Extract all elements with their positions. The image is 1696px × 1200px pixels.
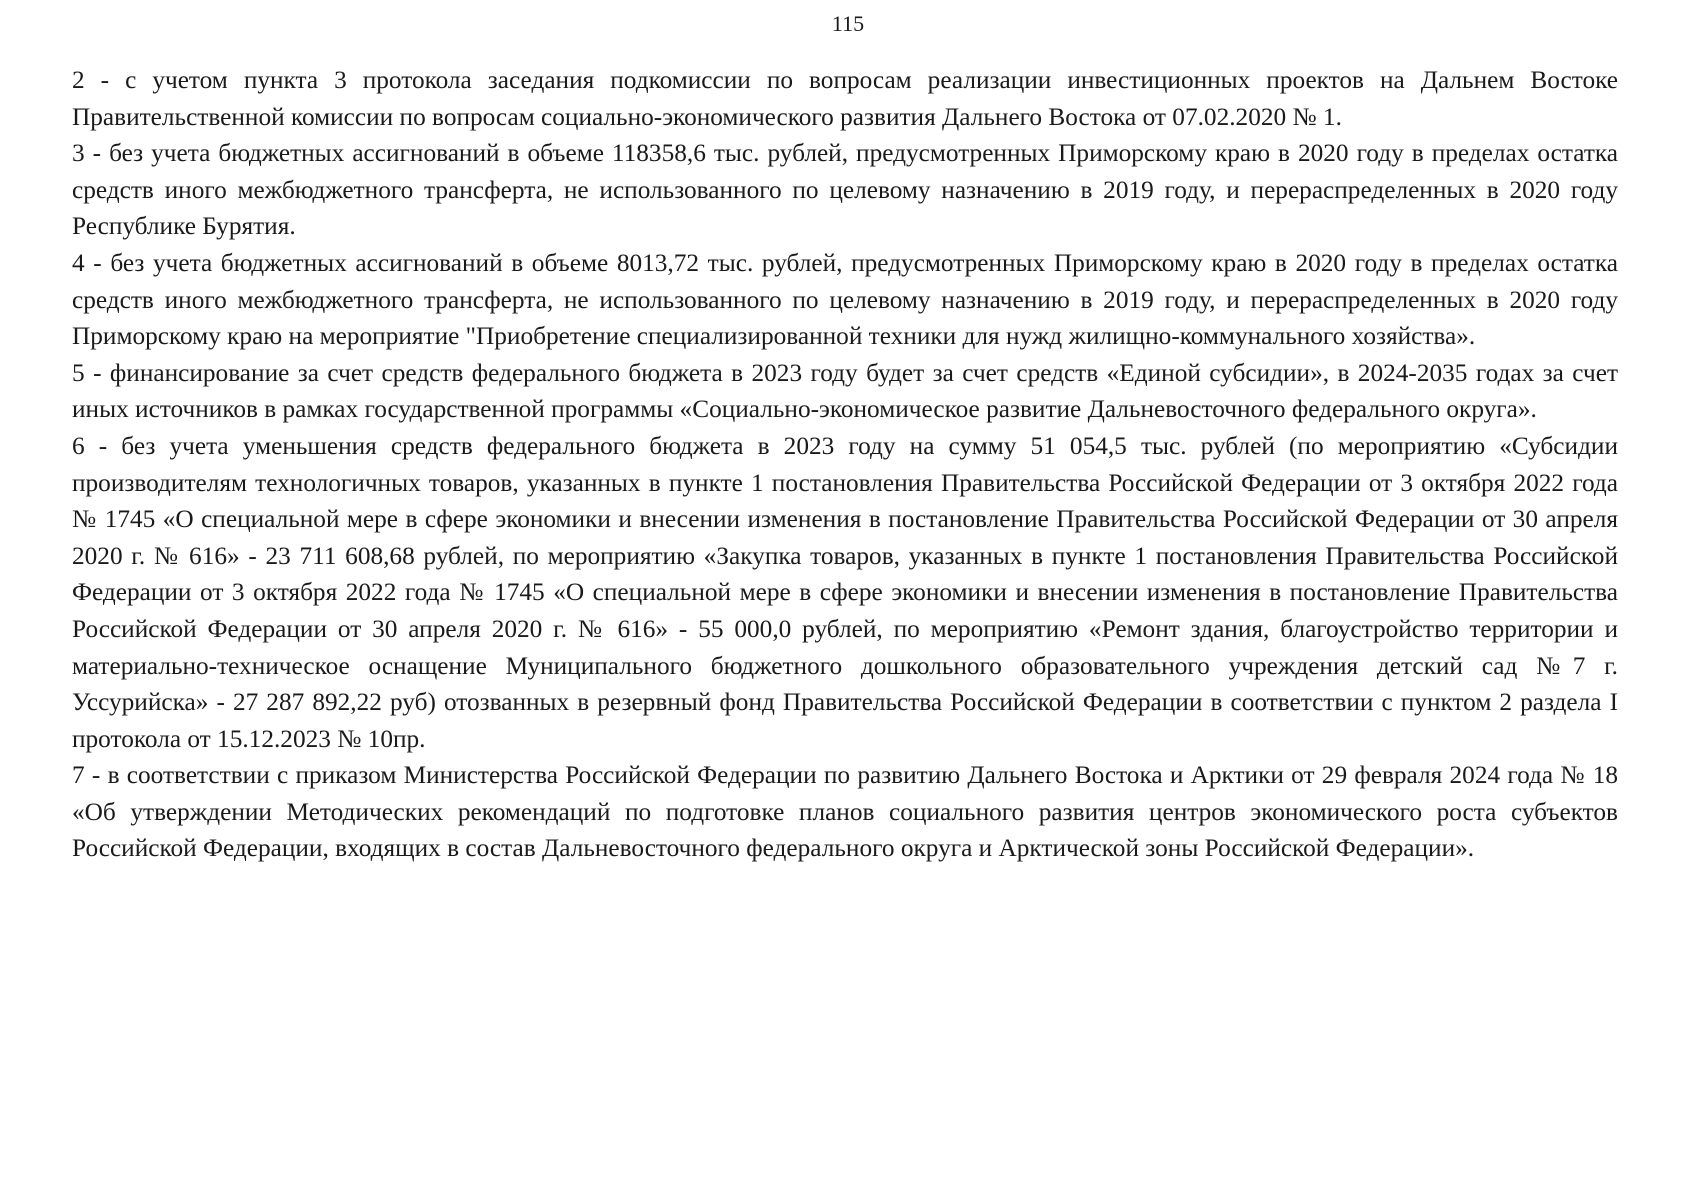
footnote-marker: 4 xyxy=(72,248,85,277)
footnote-text: в соответствии с приказом Министерства Российской Федерации по развитию Дальнего Востока и Арктики от 29 февраля 2024 года № 18 «Об утверждении Методических рекомендаций по подготовке планов социального развития центров экономического роста субъектов Российской Федерации, входящих в состав Дальневосточного федерального округа и Арктической зоны Российской Федерации». xyxy=(72,761,1618,863)
page-number: 115 xyxy=(831,11,865,36)
footnote-7: 7 - в соответствии с приказом Министерства Российской Федерации по развитию Дальнего Востока и Арктики от 29 февраля 2024 года № 18 «Об утверждении Методических рекомендаций по подготовке планов социального развития центров экономического роста субъектов Российской Федерации, входящих в состав Дальневосточного федерального округа и Арктической зоны Российской Федерации». xyxy=(72,761,1618,863)
footnote-marker: 5 xyxy=(72,358,85,387)
footnote-6: 6 - без учета уменьшения средств федерального бюджета в 2023 году на сумму 51 054,5 тыс. рублей (по мероприятию «Субсидии производителям технологичных товаров, указанных в пункте 1 постановления Правительства Российской Федерации от 3 октября 2022 года № 1745 «О специальной мере в сфере экономики и внесении изменения в постановление Правительства Российской Федерации от 30 апреля 2020 г. № 616» - 23 711 608,68 рублей, по мероприятию «Закупка товаров, указанных в пункте 1 постановления Правительства Российской Федерации от 3 октября 2022 года № 1745 «О специальной мере в сфере экономики и внесении изменения в постановление Правительства Российской Федерации от 30 апреля 2020 г. № 616» - 55 000,0 рублей, по мероприятию «Ремонт здания, благоустройство территории и материально-техническое оснащение Муниципального бюджетного дошкольного образовательного учреждения детский сад №7 г. Уссурийска» - 27 287 892,22 руб) отозванных в резервный фонд Правительства Российской Федерации в соответствии с пунктом 2 раздела I протокола от 15.12.2023 № 10пр. xyxy=(72,431,1618,753)
footnote-4: 4 - без учета бюджетных ассигнований в объеме 8013,72 тыс. рублей, предусмотренных Приморскому краю в 2020 году в пределах остатка средств иного межбюджетного трансферта, не использованного по целевому назначению в 2019 году, и перераспределенных в 2020 году Приморскому краю на мероприятие "Приобретение специализированной техники для нужд жилищно-коммунального хозяйства». xyxy=(72,248,1618,351)
footnote-5: 5 - финансирование за счет средств федерального бюджета в 2023 году будет за счет средств «Единой субсидии», в 2024-2035 годах за счет иных источников в рамках государственной программы «Социально-экономическое развитие Дальневосточного федерального округа». xyxy=(72,358,1619,424)
footnote-text: с учетом пункта 3 протокола заседания подкомиссии по вопросам реализации инвестиционных проектов на Дальнем Востоке Правительственной комиссии по вопросам социально-экономического развития Дальнего Востока от 07.02.2020 № 1. xyxy=(72,66,1619,131)
footnotes-list xyxy=(72,62,1618,867)
footnote-marker: 3 xyxy=(72,139,85,168)
footnote-text: без учета уменьшения средств федерального бюджета в 2023 году на сумму 51 054,5 тыс. рублей (по мероприятию «Субсидии производителям технологичных товаров, указанных в пункте 1 постановления Правительства Российской Федерации от 3 октября 2022 года № 1745 «О специальной мере в сфере экономики и внесении изменения в постановление Правительства Российской Федерации от 30 апреля 2020 г. № 616» - 23 711 608,68 рублей, по мероприятию «Закупка товаров, указанных в пункте 1 постановления Правительства Российской Федерации от 3 октября 2022 года № 1745 «О специальной мере в сфере экономики и внесении изменения в постановление Правительства Российской Федерации от 30 апреля 2020 г. № 616» - 55 000,0 рублей, по мероприятию «Ремонт здания, благоустройство территории и материально-техническое оснащение Муниципального бюджетного дошкольного образовательного учреждения детский сад №7 г. Уссурийска» - 27 287 892,22 руб) отозванных в резервный фонд Правительства Российской Федерации в соответствии с пунктом 2 раздела I протокола от 15.12.2023 № 10пр. xyxy=(72,431,1618,753)
footnote-3: 3 - без учета бюджетных ассигнований в объеме 118358,6 тыс. рублей, предусмотренных Приморскому краю в 2020 году в пределах остатка средств иного межбюджетного трансферта, не использованного по целевому назначению в 2019 году, и перераспределенных в 2020 году Республике Бурятия. xyxy=(72,139,1619,241)
footnote-marker: 6 xyxy=(72,431,85,460)
footnote-marker: 2 xyxy=(72,66,85,94)
footnote-text: финансирование за счет средств федерального бюджета в 2023 году будет за счет средств «Единой субсидии», в 2024-2035 годах за счет иных источников в рамках государственной программы «Социально-экономическое развитие Дальневосточного федерального округа». xyxy=(72,358,1619,424)
footnote-2: 2 - с учетом пункта 3 протокола заседания подкомиссии по вопросам реализации инвестиционных проектов на Дальнем Востоке Правительственной комиссии по вопросам социально-экономического развития Дальнего Востока от 07.02.2020 № 1. xyxy=(72,66,1619,131)
footnote-marker: 7 xyxy=(72,761,85,790)
footnote-text: без учета бюджетных ассигнований в объеме 8013,72 тыс. рублей, предусмотренных Приморскому краю в 2020 году в пределах остатка средств иного межбюджетного трансферта, не использованного по целевому назначению в 2019 году, и перераспределенных в 2020 году Приморскому краю на мероприятие "Приобретение специализированной техники для нужд жилищно-коммунального хозяйства». xyxy=(72,248,1618,351)
footnote-text: без учета бюджетных ассигнований в объеме 118358,6 тыс. рублей, предусмотренных Приморскому краю в 2020 году в пределах остатка средств иного межбюджетного трансферта, не использованного по целевому назначению в 2019 году, и перераспределенных в 2020 году Республике Бурятия. xyxy=(72,139,1619,241)
